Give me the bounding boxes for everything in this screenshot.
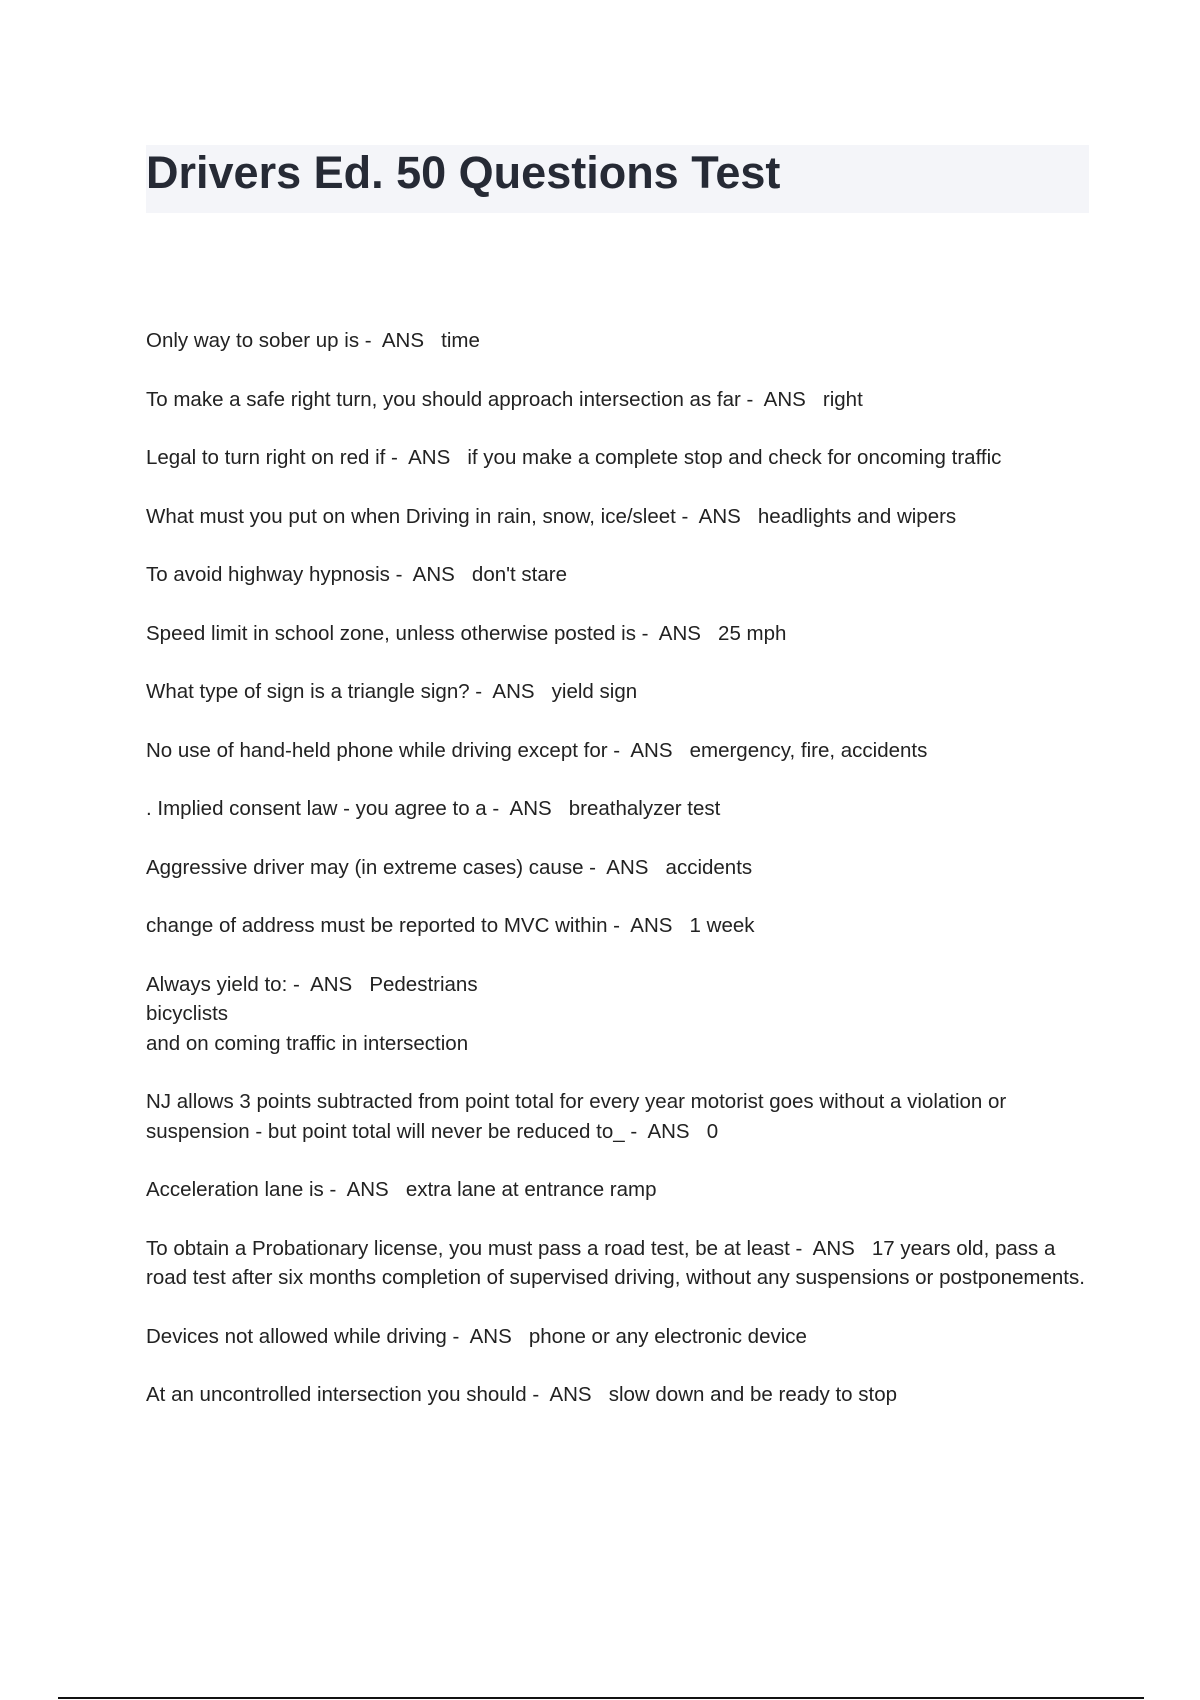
- answer-text: yield sign: [551, 680, 638, 703]
- question-text: Only way to sober up is -: [146, 329, 378, 352]
- question-text: To obtain a Probationary license, you must pass a road test, be at least -: [146, 1236, 809, 1260]
- ans-marker: ANS: [412, 563, 455, 586]
- qa-item: [146, 443, 1086, 473]
- qa-item: [146, 619, 1086, 649]
- question-text: Devices not allowed while driving -: [146, 1324, 466, 1348]
- qa-item: [146, 677, 1086, 707]
- qa-item: [146, 853, 1086, 883]
- answer-text: headlights and wipers: [757, 504, 957, 528]
- question-text: Speed limit in school zone, unless otherwise posted is -: [146, 621, 655, 645]
- answer-text: if you make a complete stop and check for oncoming traffic: [467, 446, 1002, 469]
- ans-marker: ANS: [658, 621, 701, 645]
- ans-marker: ANS: [469, 1324, 512, 1348]
- page-title: Drivers Ed. 50 Questions Test: [146, 147, 781, 198]
- question-text: To avoid highway hypnosis -: [146, 563, 409, 586]
- question-text: No use of hand-held phone while driving except for -: [146, 738, 626, 762]
- question-text: Always yield to: -: [146, 972, 306, 996]
- ans-marker: ANS: [310, 972, 353, 996]
- answer-text: extra lane at entrance ramp: [405, 1178, 657, 1201]
- title-banner: [146, 145, 1089, 213]
- ans-marker: ANS: [381, 329, 425, 352]
- qa-item: [146, 794, 1086, 824]
- answer-text: 17 years old, pass a road test after six months completion of supervised driving, without any suspensions or postponements.: [146, 1236, 1085, 1289]
- question-text: At an uncontrolled intersection you should -: [146, 1383, 545, 1406]
- question-text: NJ allows 3 points subtracted from point total for every year motorist goes without a violation or suspension - but point total will never be reduced to_ -: [146, 1090, 1012, 1143]
- answer-text: accidents: [665, 855, 753, 879]
- ans-marker: ANS: [346, 1178, 389, 1201]
- ans-marker: ANS: [606, 855, 649, 879]
- qa-item: [146, 385, 1086, 415]
- question-text: change of address must be reported to MVC within -: [146, 914, 626, 937]
- question-text: . Implied consent law - you agree to a -: [146, 797, 505, 820]
- qa-item: [146, 502, 1086, 532]
- ans-marker: ANS: [630, 738, 673, 762]
- answer-text: breathalyzer test: [568, 797, 721, 820]
- ans-marker: ANS: [647, 1119, 690, 1143]
- answer-text: right: [822, 387, 863, 411]
- qa-item: [146, 1087, 1086, 1146]
- answer-text: phone or any electronic device: [528, 1324, 807, 1348]
- qa-item: [146, 560, 1086, 590]
- qa-item: [146, 1380, 1086, 1410]
- answer-text: slow down and be ready to stop: [608, 1383, 898, 1406]
- question-text: Legal to turn right on red if -: [146, 446, 404, 469]
- ans-marker: ANS: [549, 1383, 592, 1406]
- question-text: Aggressive driver may (in extreme cases) cause -: [146, 855, 602, 879]
- question-text: Acceleration lane is -: [146, 1178, 342, 1201]
- answer-text: 0: [706, 1119, 719, 1143]
- ans-marker: ANS: [812, 1236, 855, 1260]
- answer-text: 1 week: [689, 914, 755, 937]
- qa-item: [146, 326, 1086, 356]
- answer-text: Pedestrians bicyclists and on coming traffic in intersection: [146, 972, 478, 1055]
- qa-item: [146, 970, 1086, 1059]
- answer-text: emergency, fire, accidents: [689, 738, 928, 762]
- answer-text: 25 mph: [718, 621, 787, 645]
- ans-marker: ANS: [698, 504, 741, 528]
- qa-item: [146, 1234, 1086, 1293]
- qa-item: [146, 1175, 1086, 1205]
- ans-marker: ANS: [630, 914, 673, 937]
- answer-text: don't stare: [471, 563, 568, 586]
- answer-text: time: [441, 329, 480, 352]
- question-text: To make a safe right turn, you should approach intersection as far -: [146, 387, 760, 411]
- qa-item: [146, 736, 1086, 766]
- question-list: [146, 326, 1086, 1439]
- qa-item: [146, 911, 1086, 941]
- footer-divider: [58, 1697, 1144, 1699]
- ans-marker: ANS: [408, 446, 451, 469]
- ans-marker: ANS: [509, 797, 552, 820]
- ans-marker: ANS: [763, 387, 806, 411]
- question-text: What must you put on when Driving in rain, snow, ice/sleet -: [146, 504, 695, 528]
- qa-item: [146, 1322, 1086, 1352]
- ans-marker: ANS: [492, 680, 535, 703]
- question-text: What type of sign is a triangle sign? -: [146, 680, 488, 703]
